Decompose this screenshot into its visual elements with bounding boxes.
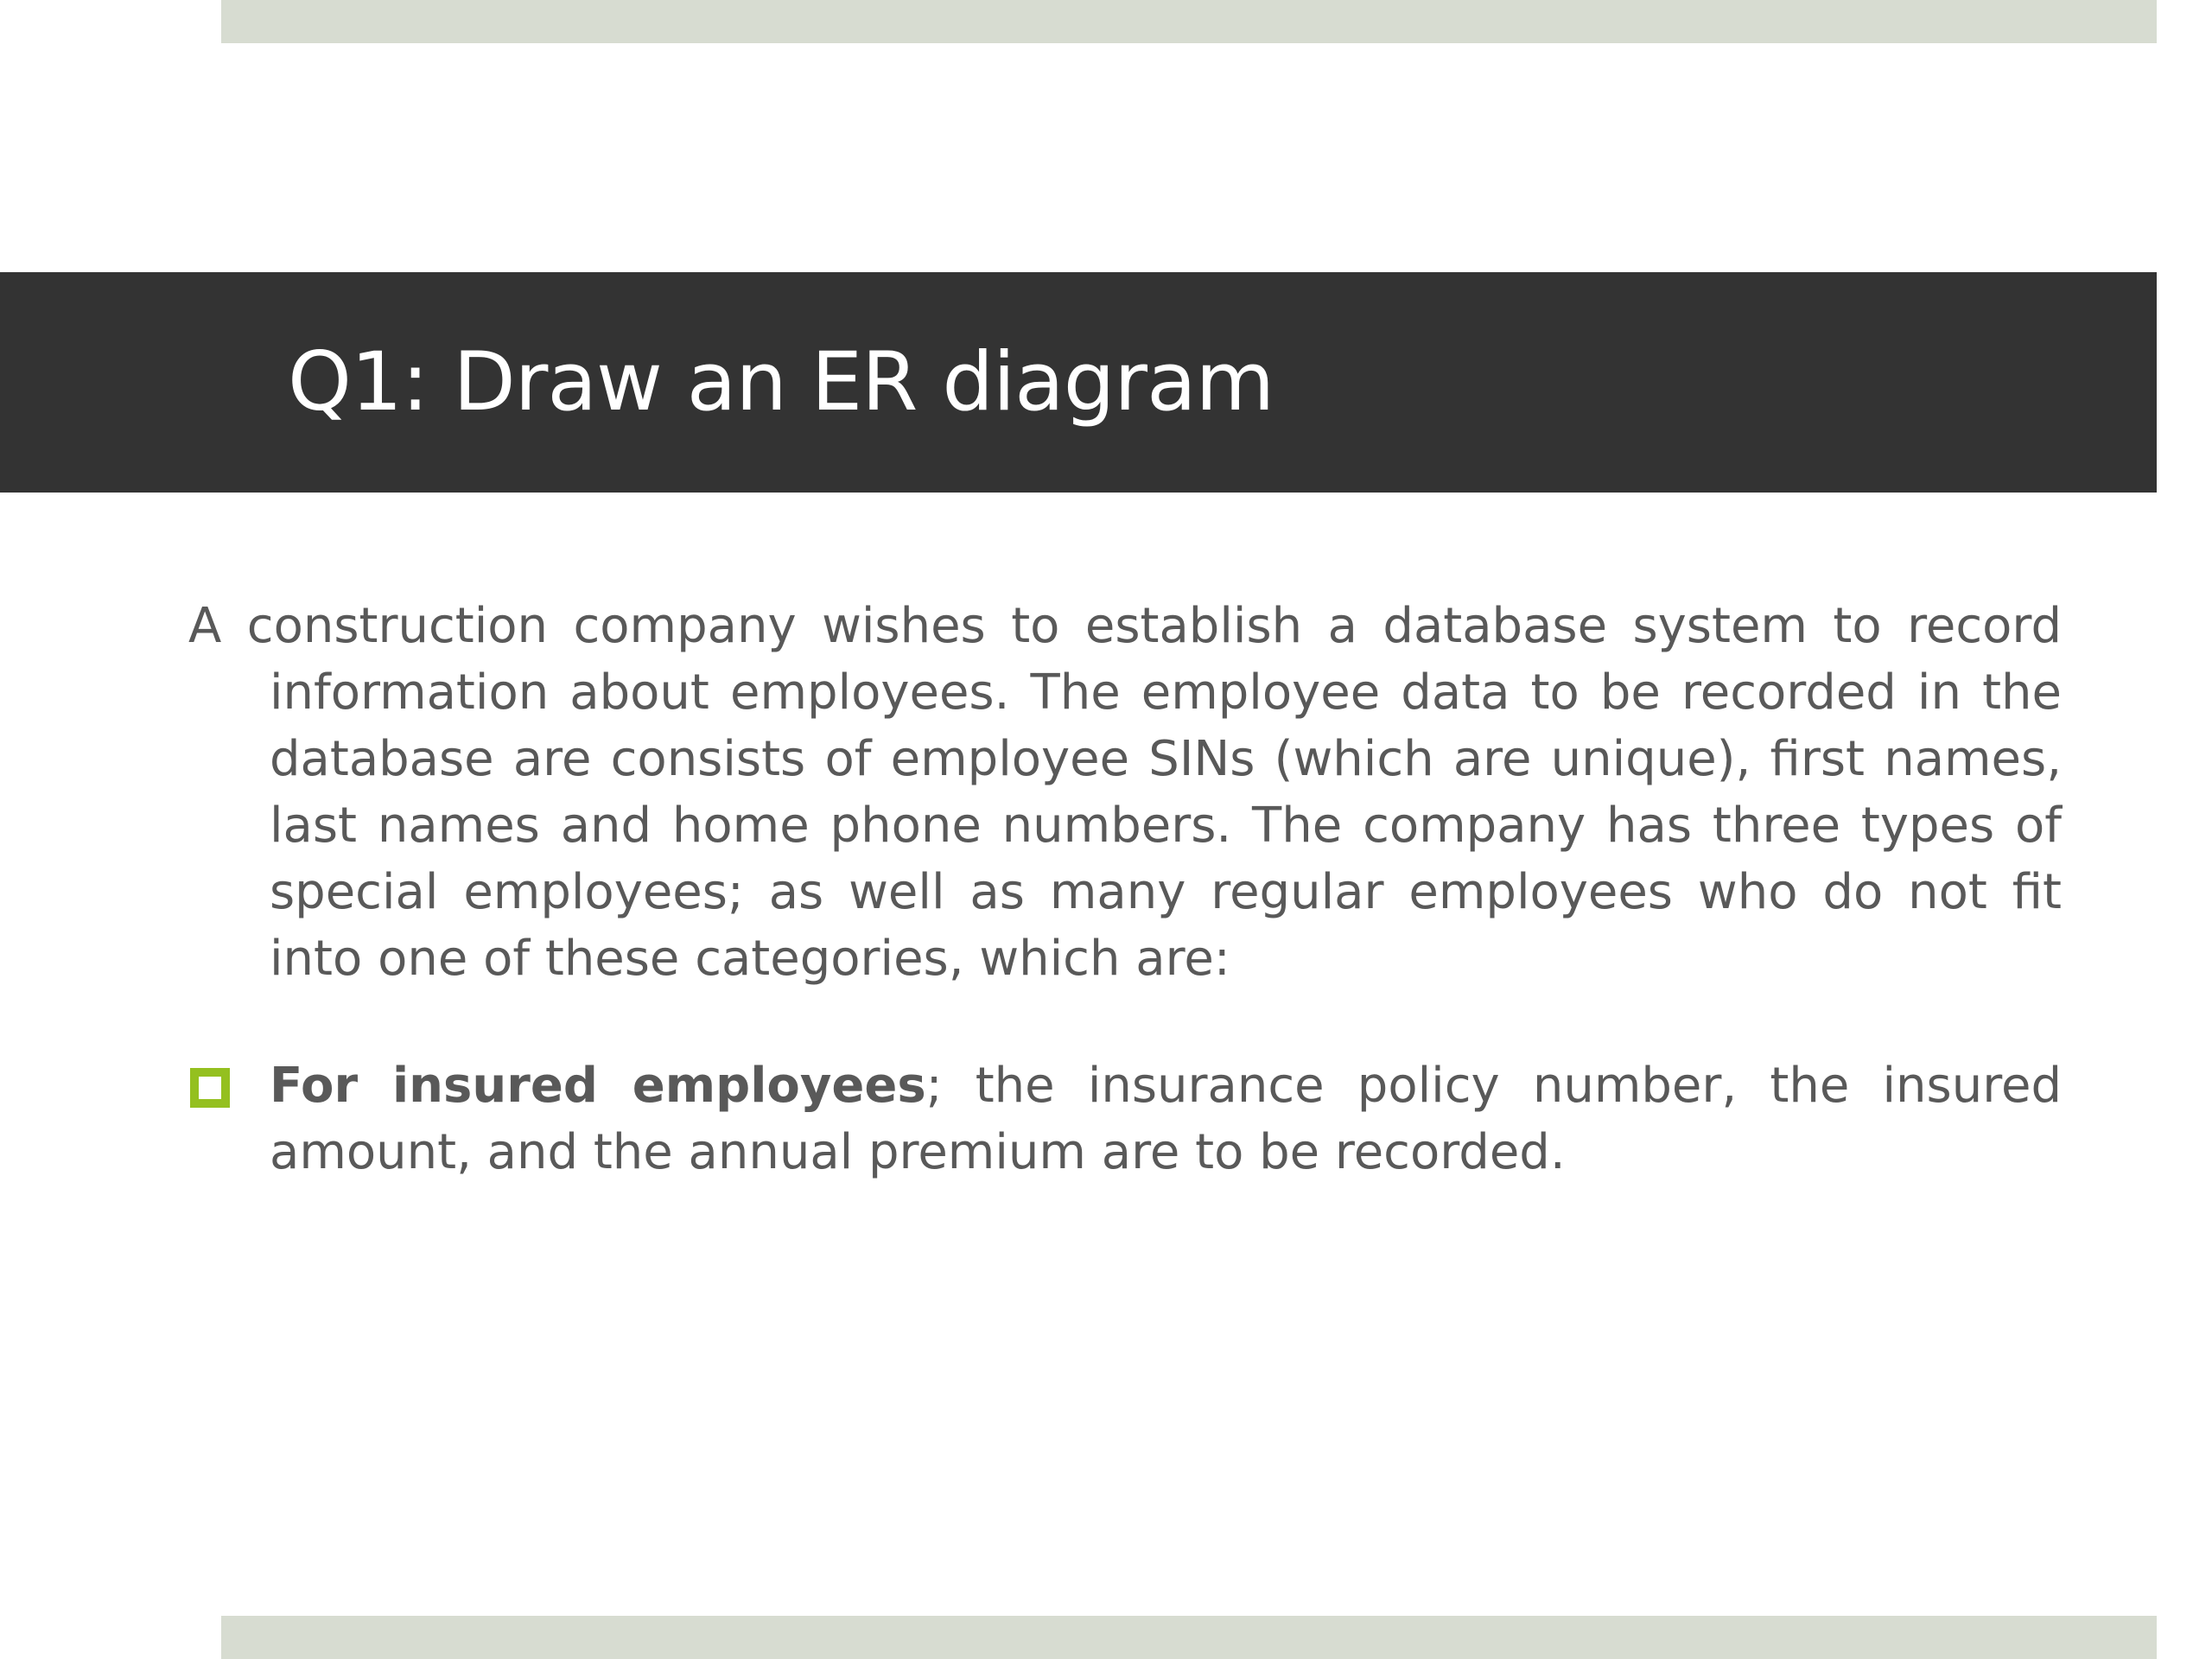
- slide-body: [188, 593, 2062, 1185]
- intro-paragraph: A construction company wishes to establish a database system to record information about employees. The employee data to be recorded in the database are consists of employee SINs (which are unique), first names, last names and home phone numbers. The company has three types of special employees; as well as many regular employees who do not fit into one of these categories, which are:: [188, 598, 2062, 987]
- bullet-text: ; the insurance policy number, the insured amount, and the annual premium are to be recorded.: [270, 1058, 2062, 1180]
- bottom-decorative-band: [221, 1616, 2157, 1659]
- hollow-square-bullet-icon: [190, 1068, 230, 1108]
- slide-title: Q1: Draw an ER diagram: [288, 335, 1274, 429]
- bullet-bold-text: For insured employees: [270, 1058, 926, 1114]
- top-decorative-band: [221, 0, 2157, 43]
- bullet-item: [188, 1052, 2062, 1185]
- title-bar: [0, 272, 2157, 493]
